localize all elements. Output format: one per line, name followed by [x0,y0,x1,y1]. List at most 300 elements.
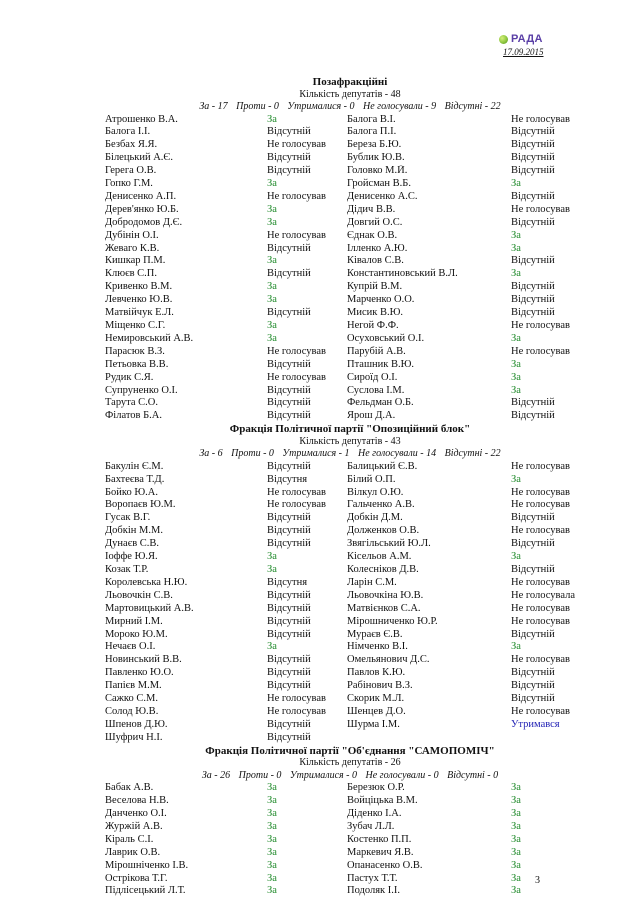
deputy-name: Матвійчук Е.Л. [105,307,174,319]
section-deputy-count: Кількість депутатів - 26 [299,757,401,769]
table-row [105,204,595,217]
deputy-name: Шурма І.М. [347,718,400,730]
deputy-vote: Не голосував [267,371,326,383]
table-row [105,680,595,693]
table-row [105,693,595,706]
deputy-name: Павленко Ю.О. [105,667,174,679]
deputy-vote: Відсутній [267,165,311,177]
deputy-vote: За [511,833,521,845]
deputy-vote: Відсутній [267,307,311,319]
table-row [105,847,595,860]
deputy-vote: Не голосував [267,693,326,705]
deputy-name: Бабак А.В. [105,782,154,794]
deputy-name: Льовочкіна Ю.В. [347,589,424,601]
deputy-vote: За [511,641,521,653]
summary-za: За - 6 [199,448,223,460]
deputy-vote: Відсутній [511,255,555,267]
deputy-vote: Не голосував [267,139,326,151]
deputy-vote: Відсутній [267,667,311,679]
deputy-vote: За [267,255,277,267]
deputy-vote: За [267,551,277,563]
table-row [105,654,595,667]
table-row [105,268,595,281]
deputy-vote: Відсутній [267,242,311,254]
table-row [105,795,595,808]
deputy-vote: За [511,885,521,897]
deputy-vote: Відсутній [511,139,555,151]
deputy-name: Войціцька В.М. [347,795,418,807]
deputy-name: Гальченко А.В. [347,499,415,511]
section-title: Позафракційні [312,76,388,88]
deputy-name: Балога П.І. [347,126,397,138]
deputy-name: Данченко О.І. [105,808,167,819]
deputy-vote: За [511,358,521,370]
deputy-name: Довгий О.С. [347,216,403,228]
deputy-vote: За [267,782,277,794]
deputy-name: Мураєв Є.В. [347,628,403,640]
deputy-name: Константиновський В.Л. [347,268,458,280]
deputy-name: Мороко Ю.М. [105,628,168,640]
deputy-vote: За [267,846,277,858]
deputy-name: Рабінович В.З. [347,680,413,692]
deputy-name: Немировський А.В. [105,332,194,344]
table-row [105,178,595,191]
table-row [105,590,595,603]
deputy-vote: Відсутній [267,460,311,472]
deputy-name: Ларін С.М. [347,576,397,588]
deputy-vote: За [511,178,521,190]
table-row [105,525,595,538]
deputy-name: Кривенко В.М. [105,281,173,293]
deputy-vote: Не голосував [511,615,570,627]
table-row [105,372,595,385]
deputy-vote: Не голосувала [511,589,576,601]
deputy-votes-table [105,114,595,424]
deputy-vote: За [511,371,521,383]
deputy-name: Безбах Я.Я. [105,139,158,151]
deputy-name: Ілленко А.Ю. [347,242,408,254]
table-row [105,359,595,372]
summary-vidsutni: Відсутні - 0 [447,769,499,781]
table-row [105,114,595,127]
deputy-name: Рудик С.Я. [105,371,154,383]
table-row [105,255,595,268]
table-row [105,410,595,423]
table-row [105,821,595,834]
deputy-name: Костенко П.П. [347,833,412,845]
deputy-vote: Не голосував [511,460,570,472]
deputy-name: Німченко В.І. [347,641,408,653]
deputy-vote: За [511,782,521,794]
deputy-name: Гройсман В.Б. [347,178,411,190]
vote-results [105,76,595,898]
table-row [105,808,595,821]
deputy-vote: Відсутній [511,512,555,524]
deputy-name: Мирний І.М. [105,615,163,627]
deputy-vote: Не голосував [511,499,570,511]
deputy-vote: Відсутній [511,294,555,306]
deputy-vote: Не голосував [511,345,570,357]
deputy-name: Бакулін Є.М. [105,460,164,472]
deputy-name: Опанасенко О.В. [347,859,423,871]
table-row [105,230,595,243]
deputy-vote: Не голосував [511,203,570,215]
deputy-vote: Відсутній [267,731,311,743]
deputy-name: Бойко Ю.А. [105,486,158,498]
deputy-vote: Відсутній [511,190,555,202]
summary-utrymalysia: Утрималися - 0 [289,769,358,781]
deputy-name: Гусак В.Г. [105,512,151,524]
deputy-vote: Відсутній [267,538,311,550]
summary-ne-holosuvaly: Не голосували - 14 [358,448,437,460]
deputy-vote: За [511,872,521,884]
deputy-vote: Відсутній [267,152,311,164]
deputy-vote: Відсутній [511,216,555,228]
deputy-vote: За [267,564,277,575]
deputy-vote: Відсутній [267,268,311,280]
table-row [105,706,595,719]
deputy-name: Пастух Т.Т. [347,872,398,884]
deputy-vote: За [267,113,277,125]
section-vote-summary [105,448,595,461]
deputy-name: Петьовка В.В. [105,358,169,370]
table-row [105,307,595,320]
deputy-name: Міщенко С.Г. [105,320,166,331]
deputy-name: Веселова Н.В. [105,795,169,807]
deputy-name: Воропаєв Ю.М. [105,499,176,511]
table-row [105,873,595,886]
summary-za: За - 17 [199,101,228,112]
deputy-name: Добкін Д.М. [347,512,403,524]
table-row [105,667,595,680]
deputy-vote: Відсутній [511,538,555,550]
deputy-name: Колеснiков Д.В. [347,564,419,575]
document-date: 17.09.2015 [503,47,544,57]
deputy-name: Марченко О.О. [347,294,415,306]
deputy-name: Ярош Д.А. [347,410,396,422]
deputy-name: Тарута С.О. [105,397,159,409]
deputy-vote [511,732,595,745]
deputy-vote: Відсутній [511,165,555,177]
deputy-vote: За [267,859,277,871]
deputy-name: Клюєв С.П. [105,268,158,280]
deputy-name: Льовочкін С.В. [105,589,173,601]
table-row [105,487,595,500]
deputy-vote: За [511,846,521,858]
deputy-vote: Відсутній [267,410,311,422]
deputy-vote: За [267,641,277,653]
deputy-name: Парубій А.В. [347,345,406,357]
deputy-name: Папієв М.М. [105,680,162,692]
table-row [105,641,595,654]
deputy-vote: Відсутній [267,525,311,537]
deputy-vote: Не голосував [511,654,570,666]
deputy-vote: Відсутній [511,152,555,164]
table-row [105,538,595,551]
table-row [105,629,595,642]
table-row [105,320,595,333]
deputy-name: Підлісецький Л.Т. [105,885,186,897]
deputy-name: Жеваго К.В. [105,242,160,254]
page-number: 3 [535,875,540,886]
deputy-vote: Відсутній [267,718,311,730]
summary-proty: Проти - 0 [238,769,282,781]
deputy-vote: Відсутній [267,654,311,666]
deputy-vote: Відсутній [267,615,311,627]
deputy-vote: Відсутній [511,397,555,409]
logo-text: РАДА [511,33,543,45]
deputy-vote: Не голосував [511,486,570,498]
deputy-vote: За [267,216,277,228]
deputy-vote: Відсутній [511,307,555,319]
deputy-name: Балога В.І. [347,113,396,125]
table-row [105,860,595,873]
deputy-name: Сироїд О.І. [347,371,398,383]
table-row [105,294,595,307]
table-row [105,126,595,139]
deputy-name: Дідич В.В. [347,203,396,215]
deputy-name: Мартовицький А.В. [105,602,194,614]
deputy-name: Левченко Ю.В. [105,294,173,306]
deputy-name: Денисенко А.П. [105,190,177,202]
deputy-name: Солод Ю.В. [105,705,159,717]
deputy-name: Купрій В.М. [347,281,403,293]
summary-utrymalysia: Утрималися - 0 [287,101,355,112]
table-row [105,564,595,577]
deputy-name: Денисенко А.С. [347,190,418,202]
deputy-name: Головко М.Й. [347,165,408,177]
deputy-vote: Відсутній [511,628,555,640]
deputy-vote: За [511,384,521,396]
deputy-name: Балога І.І. [105,126,151,138]
deputy-vote: Відсутній [267,680,311,692]
deputy-vote: Утримався [511,718,560,730]
deputy-vote: За [267,294,277,306]
deputy-name: Філатов Б.А. [105,410,162,422]
table-row [105,385,595,398]
section-samopomich [105,745,595,899]
summary-proty: Проти - 0 [231,448,274,460]
deputy-name: Балицький Є.В. [347,460,418,472]
deputy-name: Діденко І.А. [347,808,402,819]
deputy-name: Ківалов С.В. [347,255,404,267]
table-row [105,243,595,256]
deputy-name: Козак Т.Р. [105,564,149,575]
deputy-vote: За [511,859,521,871]
deputy-vote: Не голосував [267,486,326,498]
table-row [105,333,595,346]
table-row [105,499,595,512]
table-row [105,616,595,629]
deputy-name [347,732,511,745]
deputy-vote: Відсутній [267,589,311,601]
deputy-name: Маркевич Я.В. [347,846,414,858]
deputy-name: Вілкул О.Ю. [347,486,404,498]
table-row [105,577,595,590]
table-row [105,397,595,410]
deputy-vote: За [511,808,521,819]
globe-dot-icon [499,35,508,44]
deputy-name: Береза Б.Ю. [347,139,402,151]
deputy-name: Березюк О.Р. [347,782,405,794]
deputy-vote: Не голосував [511,113,570,125]
deputy-vote: За [267,808,277,819]
deputy-vote: Відсутній [267,384,311,396]
section-vote-summary [105,101,595,114]
deputy-name: Шпенов Д.Ю. [105,718,168,730]
deputy-name: Білецький А.Є. [105,152,173,164]
deputy-name: Осуховський О.І. [347,332,425,344]
table-row [105,139,595,152]
rada-logo [499,33,543,45]
deputy-vote: За [511,229,521,241]
deputy-name: Кіраль С.І. [105,833,154,845]
deputy-vote: За [267,820,277,832]
deputy-name: Долженков О.В. [347,525,420,537]
table-row [105,732,595,745]
deputy-name: Кишкар П.М. [105,255,166,267]
deputy-name: Добкін М.М. [105,525,163,537]
deputy-name: Парасюк В.З. [105,345,165,357]
deputy-name: Шенцев Д.О. [347,705,406,717]
deputy-vote: Не голосував [267,345,326,357]
deputy-vote: За [267,178,277,190]
deputy-vote: Відсутня [267,473,308,485]
deputy-name: Пташник В.Ю. [347,358,415,370]
deputy-name: Мисик В.Ю. [347,307,404,319]
deputy-name: Герега О.В. [105,165,157,177]
deputy-name: Мірошниченко Ю.Р. [347,615,438,627]
deputy-vote: Не голосував [267,190,326,202]
deputy-name: Омельянович Д.С. [347,654,430,666]
summary-za: За - 26 [201,769,231,781]
deputy-name: Негой Ф.Ф. [347,320,399,331]
summary-vidsutni: Відсутні - 22 [444,101,501,112]
deputy-name: Мірошніченко І.В. [105,859,189,871]
deputy-votes-table [105,782,595,898]
summary-ne-holosuvaly: Не голосували - 0 [365,769,439,781]
deputy-name: Дерев'янко Ю.Б. [105,203,179,215]
deputy-name: Скорик М.Л. [347,693,405,705]
deputy-name: Суслова І.М. [347,384,405,396]
deputy-vote: Відсутній [511,126,555,138]
deputy-vote: Відсутній [511,680,555,692]
deputy-vote: Не голосував [511,525,570,537]
section-non-affiliated [105,76,595,423]
deputy-vote: За [511,795,521,807]
deputy-vote: За [511,242,521,254]
table-row [105,346,595,359]
table-row [105,551,595,564]
deputy-vote: Не голосував [511,705,570,717]
deputy-name: Павлов К.Ю. [347,667,406,679]
deputy-name: Гопко Г.М. [105,178,153,190]
table-row [105,191,595,204]
deputy-vote: Відсутній [267,126,311,138]
deputy-vote: Відсутній [267,512,311,524]
deputy-vote: За [267,281,277,293]
deputy-vote: Відсутній [511,281,555,293]
deputy-name: Сажко С.М. [105,693,158,705]
summary-vidsutni: Відсутні - 22 [444,448,501,460]
deputy-name: Фельдман О.Б. [347,397,414,409]
table-row [105,834,595,847]
deputy-vote: За [511,268,521,280]
deputy-vote: Відсутня [267,576,308,588]
deputy-vote: За [267,203,277,215]
section-title: Фракція Політичної партії "Об'єднання "САМОПОМІЧ" [205,744,495,757]
deputy-name: Дубінін О.І. [105,229,159,241]
table-row [105,165,595,178]
summary-ne-holosuvaly: Не голосували - 9 [363,101,437,112]
deputy-name: Атрошенко В.А. [105,113,178,125]
table-row [105,474,595,487]
section-vote-summary [105,770,595,783]
section-title: Фракція Політичної партії "Опозиційний блок" [229,423,471,436]
table-row [105,512,595,525]
section-opposition-bloc [105,423,595,744]
deputy-name: Нечаєв О.І. [105,641,156,653]
deputy-name: Подоляк І.І. [347,885,401,897]
deputy-vote: Не голосував [511,576,570,588]
deputy-name: Супруненко О.І. [105,384,178,396]
table-row [105,461,595,474]
deputy-name: Острікова Т.Г. [105,872,168,884]
deputy-vote: Не голосував [267,499,326,511]
deputy-vote: Відсутній [511,410,555,422]
deputy-vote: За [267,320,277,331]
deputy-vote: Відсутній [511,564,555,575]
table-row [105,603,595,616]
deputy-vote: Не голосував [511,320,570,331]
deputy-vote: За [267,833,277,845]
deputy-vote: Не голосував [511,602,570,614]
deputy-votes-table [105,461,595,745]
deputy-vote: За [267,872,277,884]
deputy-name: Лаврик О.В. [105,846,161,858]
deputy-name: Журжій А.В. [105,820,163,832]
deputy-name: Королевська Н.Ю. [105,576,188,588]
deputy-vote: За [267,332,277,344]
deputy-vote: За [511,473,521,485]
deputy-vote: Не голосував [267,229,326,241]
deputy-vote: Відсутній [267,602,311,614]
deputy-vote: За [267,795,277,807]
table-row [105,152,595,165]
deputy-name: Шуфрич Н.І. [105,731,163,743]
section-deputy-count: Кількість депутатів - 48 [299,88,401,100]
section-deputy-count: Кількість депутатів - 43 [299,435,401,447]
deputy-name: Бахтеєва Т.Д. [105,473,165,485]
deputy-name: Добродомов Д.Є. [105,216,183,228]
deputy-name: Зубач Л.Л. [347,820,395,832]
table-row [105,281,595,294]
deputy-vote: Не голосував [267,705,326,717]
deputy-name: Звягільський Ю.Л. [347,538,431,550]
summary-proty: Проти - 0 [236,101,279,112]
deputy-vote: Відсутній [267,397,311,409]
deputy-vote: Відсутній [267,358,311,370]
deputy-vote: За [511,551,521,563]
deputy-vote: За [267,885,277,897]
deputy-name: Кісельов А.М. [347,551,412,563]
deputy-name: Бублик Ю.В. [347,152,405,164]
deputy-vote: За [511,820,521,832]
table-row [105,217,595,230]
deputy-vote: Відсутній [511,693,555,705]
table-row [105,885,595,898]
deputy-vote: За [511,332,521,344]
